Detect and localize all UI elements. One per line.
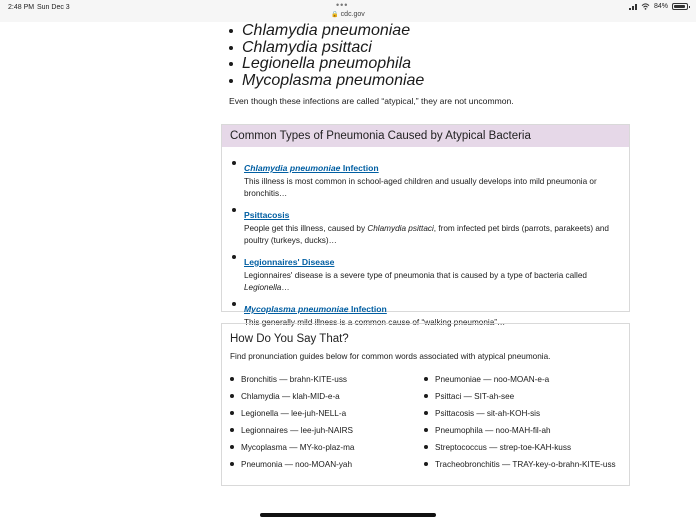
address-bar[interactable] (0, 11, 696, 18)
types-list-item (232, 252, 622, 293)
description-text: , from infected pet birds (parrots, parakeets) and poultry (turkeys, ducks)… (244, 224, 609, 245)
bullet-icon (424, 428, 428, 432)
status-time: 2:48 PM (8, 4, 35, 11)
bullet-icon (424, 377, 428, 381)
link-text: Legionnaires' Disease (244, 257, 335, 267)
types-list-item (232, 158, 622, 199)
description-text: Chlamydia psittaci (367, 224, 434, 233)
pronunciation-text: Pneumophila — noo-MAH-fil-ah (435, 426, 551, 435)
types-list-item (232, 205, 622, 246)
bullet-icon (232, 302, 236, 306)
pronunciation-text: Pneumonia — noo-MOAN-yah (241, 460, 353, 469)
pronunciation-text: Bronchitis — brahn-KITE-uss (241, 375, 348, 384)
bullet-icon (232, 255, 236, 259)
bacteria-name: Chlamydia pneumoniae (242, 22, 411, 40)
pronunciation-item (424, 391, 624, 408)
battery-percent: 84% (653, 3, 668, 10)
description-text: People get this illness, caused by (244, 224, 368, 233)
battery-icon (672, 3, 688, 10)
bullet-icon (230, 462, 234, 466)
pronunciation-text: Legionnaires — lee-juh-NAIRS (241, 426, 353, 435)
pronunciation-item (424, 459, 624, 476)
pronunciation-text: Psittaci — SIT-ah-see (435, 392, 515, 401)
pronunciation-text: Legionella — lee-juh-NELL-a (241, 409, 347, 418)
bullet-icon (229, 29, 233, 33)
bullet-icon (230, 445, 234, 449)
bullet-icon (229, 79, 233, 83)
pronunciation-text: Streptococcus — strep-toe-KAH-kuss (435, 443, 572, 452)
types-box-title: Common Types of Pneumonia Caused by Atypical Bacteria (222, 125, 629, 147)
pronunciation-text: Pneumoniae — noo-MOAN-e-a (435, 375, 550, 384)
wifi-icon (641, 3, 650, 10)
pronunciation-text: Mycoplasma — MY-ko-plaz-ma (241, 443, 355, 452)
pronunciation-text: Psittacosis — sit-ah-KOH-sis (435, 409, 541, 418)
pronunciation-item (230, 391, 420, 408)
link-text: Psittacosis (244, 210, 290, 220)
bullet-icon (232, 208, 236, 212)
description-text: … (281, 282, 290, 292)
home-indicator[interactable] (260, 513, 436, 517)
link-italic-text: Chlamydia pneumoniae (244, 163, 341, 173)
pronunciation-subtitle: Find pronunciation guides below for common words associated with atypical pneumonia. (230, 352, 551, 361)
bullet-icon (229, 46, 233, 50)
bacteria-name: Mycoplasma pneumoniae (242, 71, 425, 89)
types-item-description (244, 223, 622, 246)
bullet-icon (424, 394, 428, 398)
pronunciation-item (424, 408, 624, 425)
description-text: This illness is most common in school-aged children and usually develops into mild pneumonia or bronchitis… (244, 177, 597, 198)
link-text: Infection (348, 304, 387, 314)
bullet-icon (230, 394, 234, 398)
intro-text: Even though these infections are called “atypical,” they are not uncommon. (229, 96, 514, 106)
status-indicators (629, 3, 688, 10)
bullet-icon (230, 428, 234, 432)
bacteria-name: Chlamydia psittaci (242, 38, 372, 56)
bullet-icon (424, 445, 428, 449)
bacteria-name: Legionella pneumophila (242, 55, 412, 73)
types-item-description (244, 176, 622, 199)
pronunciation-text: Chlamydia — klah-MID-e-a (241, 392, 340, 401)
types-item-description (244, 270, 622, 293)
description-text: Legionnaires' disease is a severe type of pneumonia that is caused by a type of bacteria called (244, 271, 587, 280)
pronunciation-text: Tracheobronchitis — TRAY-key-o-brahn-KITE-uss (435, 460, 616, 469)
pronunciation-right-column (424, 374, 624, 476)
description-text: Legionella (244, 282, 282, 292)
types-item-link[interactable] (244, 163, 379, 173)
bullet-icon (424, 462, 428, 466)
pronunciation-title: How Do You Say That? (230, 333, 349, 345)
url-text: cdc.gov (340, 11, 365, 18)
status-date: Sun Dec 3 (37, 4, 70, 11)
pronunciation-item (230, 459, 420, 476)
pronunciation-item (424, 425, 624, 442)
pronunciation-item (230, 408, 420, 425)
bullet-icon (229, 62, 233, 66)
bullet-icon (232, 161, 236, 165)
description-text: This generally mild illness is a common cause of “walking pneumonia”… (244, 318, 506, 327)
pronunciation-item (230, 442, 420, 459)
types-item-link[interactable] (244, 257, 334, 267)
more-dots-icon[interactable]: ••• (336, 0, 349, 10)
link-italic-text: Mycoplasma pneumoniae (244, 304, 349, 314)
bullet-icon (230, 411, 234, 415)
types-box (221, 124, 630, 327)
bullet-icon (230, 377, 234, 381)
lock-icon: 🔒 (331, 12, 339, 18)
bacteria-list-item (229, 73, 424, 90)
bacteria-list-item (229, 56, 424, 73)
pronunciation-item (424, 442, 624, 459)
pronunciation-left-column (230, 374, 420, 476)
bacteria-list-item (229, 23, 424, 40)
types-item-link[interactable] (244, 210, 289, 220)
pronunciation-item (424, 374, 624, 391)
bacteria-list (229, 23, 424, 89)
bullet-icon (424, 411, 428, 415)
pronunciation-box (221, 323, 630, 486)
bacteria-list-item (229, 40, 424, 57)
pronunciation-item (230, 374, 420, 391)
types-item-link[interactable] (244, 304, 387, 314)
link-text: Infection (340, 163, 379, 173)
signal-icon (629, 3, 637, 10)
types-list (232, 158, 622, 335)
pronunciation-item (230, 425, 420, 442)
status-bar (0, 0, 696, 22)
